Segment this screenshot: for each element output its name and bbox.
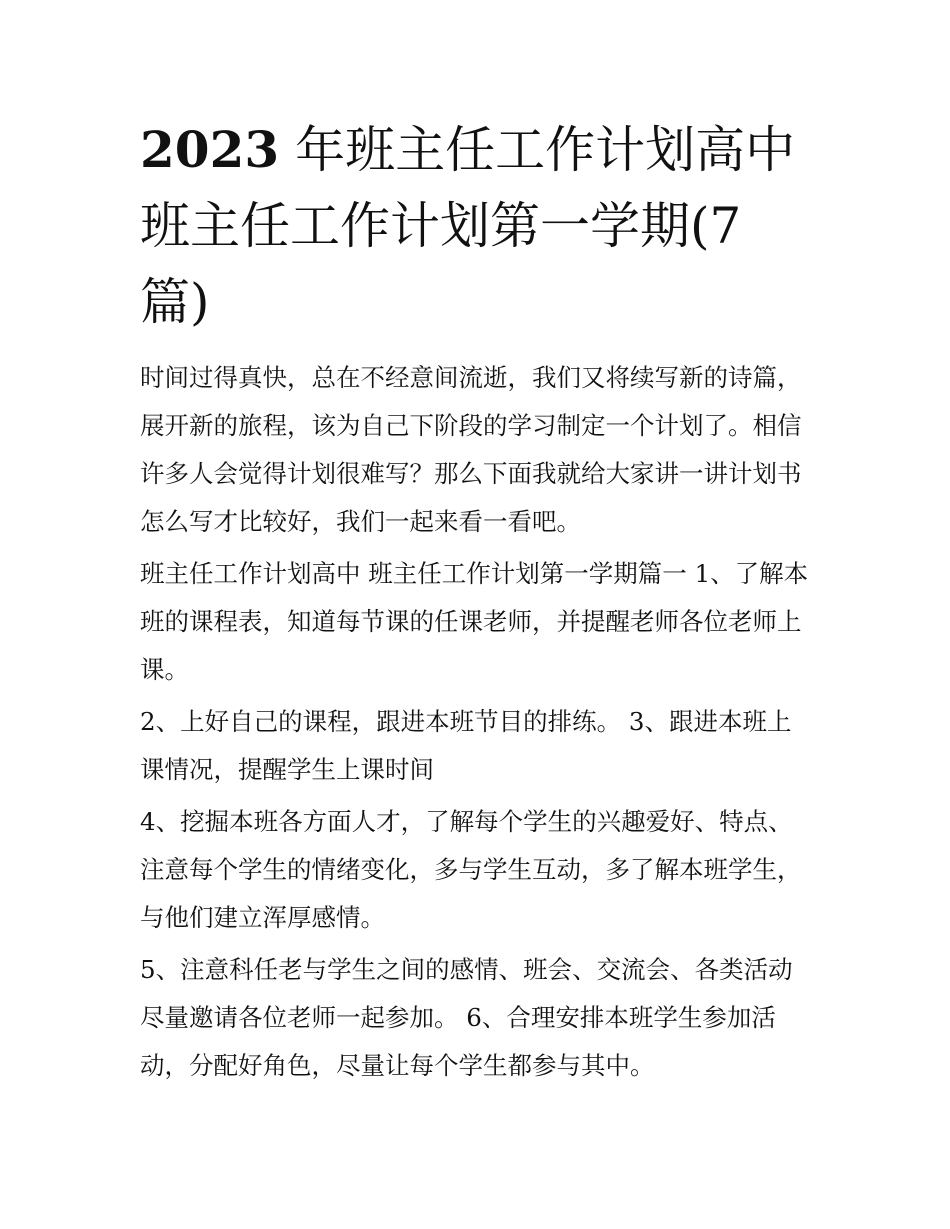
document-title — [140, 112, 820, 340]
text-line: 展开新的旅程，该为自己下阶段的学习制定一个计划了。相信 — [140, 411, 802, 440]
plan-paragraph-3 — [140, 798, 820, 942]
text-line: 许多人会觉得计划很难写？那么下面我就给大家讲一讲计划书 — [140, 459, 802, 488]
text-line: 尽量邀请各位老师一起参加。 6、合理安排本班学生参加活 — [140, 1003, 776, 1032]
document-body — [140, 354, 820, 1090]
text-line: 课情况，提醒学生上课时间 — [140, 755, 434, 784]
text-line: 4、挖掘本班各方面人才，了解每个学生的兴趣爱好、特点、 — [140, 807, 793, 836]
intro-paragraph — [140, 354, 820, 546]
title-line: 篇) — [140, 273, 210, 331]
text-line: 怎么写才比较好，我们一起来看一看吧。 — [140, 507, 581, 536]
plan-paragraph-2 — [140, 698, 820, 794]
title-line: 2023 年班主任工作计划高中 — [140, 120, 796, 179]
title-year: 2023 — [140, 120, 280, 179]
text-line: 与他们建立浑厚感情。 — [140, 903, 385, 932]
document-page — [140, 112, 820, 1094]
title-line: 班主任工作计划第一学期(7 — [140, 197, 742, 255]
text-line: 注意每个学生的情绪变化，多与学生互动，多了解本班学生， — [140, 855, 802, 884]
text-line: 5、注意科任老与学生之间的感情、班会、交流会、各类活动 — [140, 955, 793, 984]
plan-paragraph-4 — [140, 946, 820, 1090]
text-line: 2、上好自己的课程，跟进本班节目的排练。 3、跟进本班上 — [140, 707, 792, 736]
text-line: 动，分配好角色，尽量让每个学生都参与其中。 — [140, 1051, 655, 1080]
text-line: 班主任工作计划高中 班主任工作计划第一学期篇一 1、了解本 — [140, 559, 809, 588]
plan-paragraph-1 — [140, 550, 820, 694]
text-line: 时间过得真快，总在不经意间流逝，我们又将续写新的诗篇， — [140, 363, 802, 392]
text-line: 班的课程表，知道每节课的任课老师，并提醒老师各位老师上 — [140, 607, 802, 636]
text-line: 课。 — [140, 655, 189, 684]
